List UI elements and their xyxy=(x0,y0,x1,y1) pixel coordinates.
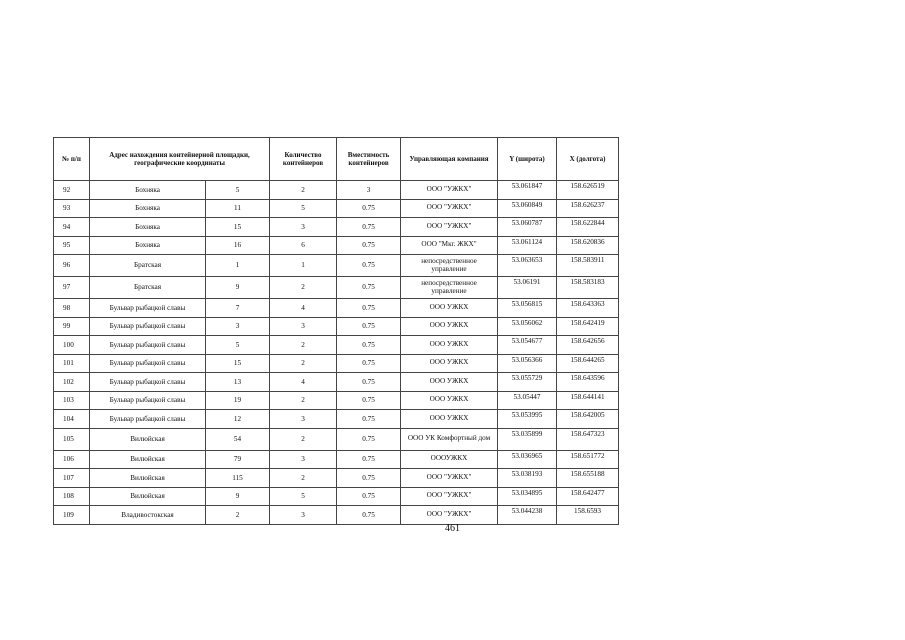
row-number-cell: 95 xyxy=(54,236,90,255)
container-count-cell: 3 xyxy=(270,506,337,525)
container-capacity-cell: 0.75 xyxy=(337,336,401,355)
latitude-cell: 53.05447 xyxy=(498,391,557,410)
container-capacity-cell: 0.75 xyxy=(337,277,401,299)
header-y: Y (широта) xyxy=(498,138,557,181)
latitude-cell: 53.038193 xyxy=(498,469,557,488)
header-num: № п/п xyxy=(54,138,90,181)
latitude-cell: 53.036965 xyxy=(498,450,557,469)
row-number-cell: 109 xyxy=(54,506,90,525)
container-capacity-cell: 0.75 xyxy=(337,373,401,392)
house-number-cell: 115 xyxy=(206,469,270,488)
house-number-cell: 2 xyxy=(206,506,270,525)
longitude-cell: 158.642477 xyxy=(557,487,619,506)
table-row xyxy=(54,373,619,392)
container-count-cell: 3 xyxy=(270,410,337,429)
management-company-cell: ООО УЖКХ xyxy=(401,354,498,373)
latitude-cell: 53.035899 xyxy=(498,428,557,450)
longitude-cell: 158.6593 xyxy=(557,506,619,525)
house-number-cell: 7 xyxy=(206,299,270,318)
house-number-cell: 54 xyxy=(206,428,270,450)
management-company-cell: ООО "УЖКХ" xyxy=(401,181,498,200)
house-number-cell: 16 xyxy=(206,236,270,255)
longitude-cell: 158.626237 xyxy=(557,199,619,218)
house-number-cell: 5 xyxy=(206,336,270,355)
container-capacity-cell: 0.75 xyxy=(337,410,401,429)
street-name-cell: Бохняка xyxy=(90,236,206,255)
container-count-cell: 6 xyxy=(270,236,337,255)
street-name-cell: Владивостокская xyxy=(90,506,206,525)
container-capacity-cell: 0.75 xyxy=(337,317,401,336)
management-company-cell: ООО УЖКХ xyxy=(401,299,498,318)
management-company-cell: непосредственное управление xyxy=(401,255,498,277)
container-capacity-cell: 0.75 xyxy=(337,428,401,450)
table-row xyxy=(54,181,619,200)
table-body xyxy=(54,181,619,525)
header-company: Управляющая компания xyxy=(401,138,498,181)
street-name-cell: Бохняка xyxy=(90,199,206,218)
longitude-cell: 158.643363 xyxy=(557,299,619,318)
longitude-cell: 158.626519 xyxy=(557,181,619,200)
table-row xyxy=(54,469,619,488)
house-number-cell: 9 xyxy=(206,487,270,506)
street-name-cell: Бульвар рыбацкой славы xyxy=(90,317,206,336)
latitude-cell: 53.056062 xyxy=(498,317,557,336)
latitude-cell: 53.061847 xyxy=(498,181,557,200)
container-capacity-cell: 0.75 xyxy=(337,391,401,410)
container-capacity-cell: 0.75 xyxy=(337,218,401,237)
management-company-cell: ООО "УЖКХ" xyxy=(401,469,498,488)
latitude-cell: 53.053995 xyxy=(498,410,557,429)
latitude-cell: 53.060787 xyxy=(498,218,557,237)
house-number-cell: 15 xyxy=(206,354,270,373)
street-name-cell: Бульвар рыбацкой славы xyxy=(90,410,206,429)
management-company-cell: ООО "Мкг. ЖКХ" xyxy=(401,236,498,255)
row-number-cell: 107 xyxy=(54,469,90,488)
street-name-cell: Бульвар рыбацкой славы xyxy=(90,299,206,318)
street-name-cell: Вилюйская xyxy=(90,469,206,488)
table-row xyxy=(54,450,619,469)
latitude-cell: 53.06191 xyxy=(498,277,557,299)
container-count-cell: 5 xyxy=(270,199,337,218)
row-number-cell: 105 xyxy=(54,428,90,450)
latitude-cell: 53.055729 xyxy=(498,373,557,392)
container-sites-table xyxy=(53,137,619,525)
container-count-cell: 4 xyxy=(270,299,337,318)
longitude-cell: 158.642656 xyxy=(557,336,619,355)
latitude-cell: 53.063653 xyxy=(498,255,557,277)
street-name-cell: Вилюйская xyxy=(90,428,206,450)
row-number-cell: 93 xyxy=(54,199,90,218)
street-name-cell: Братская xyxy=(90,255,206,277)
row-number-cell: 103 xyxy=(54,391,90,410)
container-count-cell: 3 xyxy=(270,218,337,237)
container-count-cell: 2 xyxy=(270,428,337,450)
header-count: Количество контейнеров xyxy=(270,138,337,181)
container-capacity-cell: 0.75 xyxy=(337,469,401,488)
management-company-cell: ООО УЖКХ xyxy=(401,317,498,336)
longitude-cell: 158.651772 xyxy=(557,450,619,469)
container-capacity-cell: 0.75 xyxy=(337,236,401,255)
container-count-cell: 4 xyxy=(270,373,337,392)
street-name-cell: Бульвар рыбацкой славы xyxy=(90,336,206,355)
row-number-cell: 106 xyxy=(54,450,90,469)
container-count-cell: 2 xyxy=(270,336,337,355)
management-company-cell: ООО УЖКХ xyxy=(401,391,498,410)
table-row xyxy=(54,428,619,450)
longitude-cell: 158.644265 xyxy=(557,354,619,373)
street-name-cell: Братская xyxy=(90,277,206,299)
house-number-cell: 3 xyxy=(206,317,270,336)
row-number-cell: 108 xyxy=(54,487,90,506)
longitude-cell: 158.622844 xyxy=(557,218,619,237)
row-number-cell: 97 xyxy=(54,277,90,299)
container-capacity-cell: 0.75 xyxy=(337,299,401,318)
row-number-cell: 102 xyxy=(54,373,90,392)
house-number-cell: 5 xyxy=(206,181,270,200)
container-count-cell: 2 xyxy=(270,354,337,373)
street-name-cell: Бохняка xyxy=(90,181,206,200)
latitude-cell: 53.044238 xyxy=(498,506,557,525)
house-number-cell: 13 xyxy=(206,373,270,392)
container-capacity-cell: 0.75 xyxy=(337,450,401,469)
street-name-cell: Бульвар рыбацкой славы xyxy=(90,373,206,392)
latitude-cell: 53.061124 xyxy=(498,236,557,255)
latitude-cell: 53.060849 xyxy=(498,199,557,218)
management-company-cell: ООО "УЖКХ" xyxy=(401,218,498,237)
longitude-cell: 158.620836 xyxy=(557,236,619,255)
management-company-cell: ООО "УЖКХ" xyxy=(401,506,498,525)
street-name-cell: Бульвар рыбацкой славы xyxy=(90,354,206,373)
table-row xyxy=(54,255,619,277)
table-row xyxy=(54,218,619,237)
row-number-cell: 94 xyxy=(54,218,90,237)
container-count-cell: 2 xyxy=(270,391,337,410)
table-header-row xyxy=(54,138,619,181)
container-capacity-cell: 3 xyxy=(337,181,401,200)
row-number-cell: 96 xyxy=(54,255,90,277)
management-company-cell: ООО УК Комфортный дом xyxy=(401,428,498,450)
longitude-cell: 158.655188 xyxy=(557,469,619,488)
table-row xyxy=(54,336,619,355)
table-row xyxy=(54,506,619,525)
container-count-cell: 2 xyxy=(270,181,337,200)
table-row xyxy=(54,199,619,218)
container-capacity-cell: 0.75 xyxy=(337,354,401,373)
street-name-cell: Бульвар рыбацкой славы xyxy=(90,391,206,410)
header-x: X (долгота) xyxy=(557,138,619,181)
management-company-cell: ООО УЖКХ xyxy=(401,410,498,429)
house-number-cell: 19 xyxy=(206,391,270,410)
house-number-cell: 1 xyxy=(206,255,270,277)
management-company-cell: ООО "УЖКХ" xyxy=(401,487,498,506)
row-number-cell: 104 xyxy=(54,410,90,429)
row-number-cell: 92 xyxy=(54,181,90,200)
table-row xyxy=(54,236,619,255)
container-count-cell: 1 xyxy=(270,255,337,277)
header-capacity: Вместимость контейнеров xyxy=(337,138,401,181)
header-address: Адрес нахождения контейнерной площадки, географические координаты xyxy=(90,138,270,181)
house-number-cell: 11 xyxy=(206,199,270,218)
longitude-cell: 158.644141 xyxy=(557,391,619,410)
longitude-cell: 158.642419 xyxy=(557,317,619,336)
row-number-cell: 101 xyxy=(54,354,90,373)
house-number-cell: 79 xyxy=(206,450,270,469)
container-count-cell: 3 xyxy=(270,450,337,469)
street-name-cell: Бохняка xyxy=(90,218,206,237)
house-number-cell: 9 xyxy=(206,277,270,299)
table-row xyxy=(54,391,619,410)
longitude-cell: 158.583911 xyxy=(557,255,619,277)
page-number: 461 xyxy=(445,523,460,534)
longitude-cell: 158.647323 xyxy=(557,428,619,450)
management-company-cell: ООО УЖКХ xyxy=(401,336,498,355)
container-count-cell: 5 xyxy=(270,487,337,506)
longitude-cell: 158.643596 xyxy=(557,373,619,392)
management-company-cell: ОООУЖКХ xyxy=(401,450,498,469)
house-number-cell: 15 xyxy=(206,218,270,237)
longitude-cell: 158.642005 xyxy=(557,410,619,429)
latitude-cell: 53.056366 xyxy=(498,354,557,373)
table-row xyxy=(54,317,619,336)
house-number-cell: 12 xyxy=(206,410,270,429)
latitude-cell: 53.034895 xyxy=(498,487,557,506)
management-company-cell: ООО "УЖКХ" xyxy=(401,199,498,218)
table-row xyxy=(54,410,619,429)
table-row xyxy=(54,277,619,299)
row-number-cell: 99 xyxy=(54,317,90,336)
street-name-cell: Вилюйская xyxy=(90,487,206,506)
street-name-cell: Вилюйская xyxy=(90,450,206,469)
row-number-cell: 98 xyxy=(54,299,90,318)
longitude-cell: 158.583183 xyxy=(557,277,619,299)
container-capacity-cell: 0.75 xyxy=(337,255,401,277)
container-count-cell: 2 xyxy=(270,469,337,488)
management-company-cell: ООО УЖКХ xyxy=(401,373,498,392)
management-company-cell: непосредственное управление xyxy=(401,277,498,299)
container-count-cell: 3 xyxy=(270,317,337,336)
container-count-cell: 2 xyxy=(270,277,337,299)
container-capacity-cell: 0.75 xyxy=(337,199,401,218)
container-capacity-cell: 0.75 xyxy=(337,506,401,525)
latitude-cell: 53.056815 xyxy=(498,299,557,318)
row-number-cell: 100 xyxy=(54,336,90,355)
table-row xyxy=(54,487,619,506)
table-row xyxy=(54,299,619,318)
latitude-cell: 53.054677 xyxy=(498,336,557,355)
table-row xyxy=(54,354,619,373)
container-capacity-cell: 0.75 xyxy=(337,487,401,506)
